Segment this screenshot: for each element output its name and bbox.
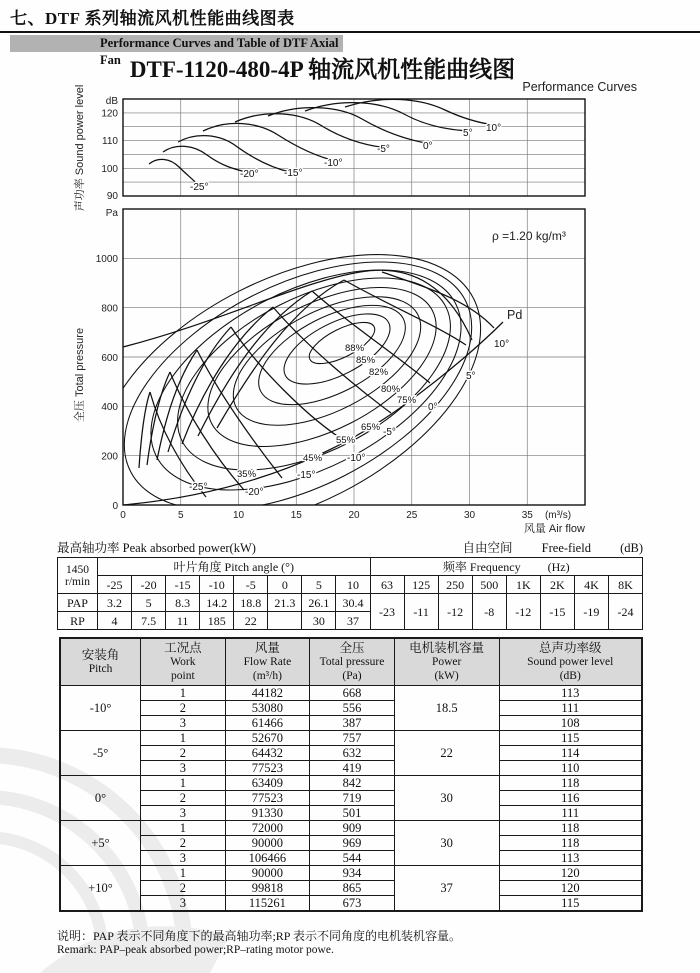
rp-value-cell: 7.5 [132, 612, 166, 630]
pressure-cell: 865 [310, 881, 395, 896]
header-text: (kW) [434, 669, 459, 682]
pressure-cell: 842 [310, 776, 395, 791]
sound-level-cell: 118 [499, 776, 642, 791]
table-row [58, 558, 643, 576]
work-point-cell: 3 [141, 716, 226, 731]
efficiency-label: 65% [361, 422, 381, 433]
efficiency-label: 75% [397, 395, 417, 406]
sound-level-cell: 120 [499, 866, 642, 881]
pressure-cell: 544 [310, 851, 395, 866]
pressure-cell: 501 [310, 806, 395, 821]
header-text: 总声功率级 [538, 641, 602, 655]
page-title: DTF-1120-480-4P 轴流风机性能曲线图 [129, 57, 516, 82]
pressure-cell: 387 [310, 716, 395, 731]
efficiency-label: 80% [381, 384, 401, 395]
pitch-label: -5° [383, 427, 396, 438]
header-text: Total pressure [319, 656, 385, 668]
flow-rate-cell: 64432 [225, 746, 310, 761]
pitch-angle-cell: -15 [166, 576, 200, 594]
frequency-header-unit: (Hz) [547, 559, 570, 574]
table-row [60, 821, 642, 836]
free-field-value-cell: -11 [404, 594, 438, 630]
pap-value-cell: 14.2 [200, 594, 234, 612]
x-tick: 30 [463, 510, 476, 521]
power-cell: 30 [394, 776, 499, 821]
free-field-value-cell: -23 [370, 594, 404, 630]
rp-value-cell: 185 [200, 612, 234, 630]
rp-value-cell [268, 612, 302, 630]
frequency-cell: 2K [540, 576, 574, 594]
rp-row-label: RP [58, 612, 98, 630]
total-pressure-chart [55, 198, 585, 560]
x-tick: 5 [177, 510, 184, 521]
x-tick: 20 [348, 510, 360, 521]
table-row [60, 806, 642, 821]
work-point-cell: 2 [141, 791, 226, 806]
y-tick: 800 [101, 303, 118, 315]
frequency-cell: 4K [574, 576, 608, 594]
density-annotation: ρ =1.20 kg/m³ [492, 229, 566, 243]
pitch-label: -20° [245, 487, 264, 498]
pressure-cell: 934 [310, 866, 395, 881]
curve-label: -15° [284, 168, 303, 179]
table-row [60, 761, 642, 776]
free-field-value-cell: -12 [506, 594, 540, 630]
pitch-angle-cell: -25 [98, 576, 132, 594]
sound-level-cell: 118 [499, 821, 642, 836]
pap-value-cell: 21.3 [268, 594, 302, 612]
header-text: 电机装机容量 [409, 641, 485, 655]
flow-rate-cell: 61466 [225, 716, 310, 731]
y-axis-label: 声功率 Sound power level [74, 84, 86, 212]
pap-row-label: PAP [58, 594, 98, 612]
power-cell: 18.5 [394, 686, 499, 731]
power-cell: 22 [394, 731, 499, 776]
x-tick: 0 [120, 510, 126, 521]
header-text: point [171, 669, 195, 682]
efficiency-contour-45 [85, 211, 512, 560]
curve-label: -20° [240, 169, 259, 180]
pressure-curve-minus-10 [231, 327, 348, 443]
table-row [60, 716, 642, 731]
sound-level-cell: 120 [499, 881, 642, 896]
section-subtitle: Performance Curves and Table of DTF Axial Fan [10, 35, 343, 52]
flow-rate-cell: 99818 [225, 881, 310, 896]
pd-label: Pd [507, 308, 523, 322]
table-row [60, 746, 642, 761]
pitch-cell: -10° [60, 686, 141, 731]
efficiency-label: 85% [356, 355, 376, 366]
pitch-cell: -5° [60, 731, 141, 776]
pressure-cell: 668 [310, 686, 395, 701]
curve-label: -25° [190, 182, 209, 193]
work-point-cell: 2 [141, 836, 226, 851]
work-point-cell: 2 [141, 746, 226, 761]
performance-table [59, 637, 643, 912]
pitch-angle-cell: -5 [234, 576, 268, 594]
free-field-en: Free-field [541, 541, 591, 555]
sound-level-cell: 115 [499, 731, 642, 746]
rp-value-cell: 37 [336, 612, 370, 630]
efficiency-label: 35% [237, 469, 257, 480]
rp-value-cell: 4 [98, 612, 132, 630]
table-row [60, 866, 642, 881]
rp-value-cell: 22 [234, 612, 268, 630]
flow-rate-cell: 106466 [225, 851, 310, 866]
flow-rate-cell: 63409 [225, 776, 310, 791]
rp-value-cell: 11 [166, 612, 200, 630]
sound-level-cell: 108 [499, 716, 642, 731]
y-tick: 1000 [95, 254, 118, 265]
y-tick: 400 [101, 402, 118, 413]
pitch-angle-cell: 10 [336, 576, 370, 594]
free-field-caption [437, 538, 643, 556]
pap-value-cell: 18.8 [234, 594, 268, 612]
flow-rate-cell: 90000 [225, 836, 310, 851]
section-title: 七、DTF 系列轴流风机性能曲线图表 [10, 9, 295, 28]
curve-label: 10° [486, 123, 502, 134]
flow-rate-cell: 91330 [225, 806, 310, 821]
y-tick: 120 [101, 108, 118, 120]
performance-curves-label: Performance Curves [522, 80, 637, 94]
power-column-header [394, 638, 499, 686]
y-tick: 200 [101, 451, 118, 463]
header-text: 全压 [339, 641, 365, 655]
flow-rate-cell: 77523 [225, 791, 310, 806]
rp-value-cell: 30 [302, 612, 336, 630]
table-row [60, 701, 642, 716]
sound-level-cell: 111 [499, 806, 642, 821]
pap-value-cell: 26.1 [302, 594, 336, 612]
work-point-cell: 1 [141, 776, 226, 791]
free-field-value-cell: -24 [608, 594, 642, 630]
work-point-cell: 1 [141, 866, 226, 881]
curve-label: 5° [463, 128, 473, 139]
pitch-cell: +5° [60, 821, 141, 866]
work-point-column-header [141, 638, 226, 686]
y-tick: 600 [101, 352, 118, 364]
x-tick: 35 [521, 510, 533, 521]
y-axis-label: 全压 Total pressure [74, 327, 86, 423]
pitch-angle-cell: -10 [200, 576, 234, 594]
header-text: (Pa) [342, 669, 362, 682]
sound-level-cell: 115 [499, 896, 642, 912]
table-row [60, 776, 642, 791]
table-row [60, 896, 642, 912]
header-text: Work [170, 656, 196, 668]
flow-rate-cell: 115261 [225, 896, 310, 912]
pressure-cell: 719 [310, 791, 395, 806]
table-row [60, 851, 642, 866]
sound-power-chart [72, 85, 585, 212]
flow-rate-cell: 90000 [225, 866, 310, 881]
header-text: Flow Rate [243, 656, 292, 668]
pressure-column-header [310, 638, 395, 686]
table-captions [57, 538, 643, 556]
pitch-label: 10° [494, 339, 510, 350]
x-tick: 10 [232, 510, 245, 521]
table-header-row [60, 638, 642, 686]
y-tick: 110 [102, 136, 118, 147]
header-text: Sound power level [527, 656, 614, 668]
frequency-cell: 500 [472, 576, 506, 594]
free-field-value-cell: -8 [472, 594, 506, 630]
curve-label: -5° [377, 144, 390, 155]
pitch-cell: +10° [60, 866, 141, 912]
pressure-cell: 969 [310, 836, 395, 851]
frequency-header [370, 558, 643, 576]
flow-rate-cell: 77523 [225, 761, 310, 776]
flow-rate-cell: 53080 [225, 701, 310, 716]
header-text: 工况点 [164, 641, 202, 655]
header-text: 安装角 [81, 647, 120, 662]
sound-level-cell: 110 [499, 761, 642, 776]
frequency-cell: 125 [404, 576, 438, 594]
pitch-angle-cell: 0 [268, 576, 302, 594]
header-text: Pitch [88, 662, 113, 675]
pressure-cell: 673 [310, 896, 395, 912]
pitch-label: -10° [347, 453, 366, 464]
table-row [58, 576, 643, 594]
flow-rate-cell: 44182 [225, 686, 310, 701]
power-cell: 30 [394, 821, 499, 866]
flow-rate-cell: 52670 [225, 731, 310, 746]
sound-level-cell: 118 [499, 836, 642, 851]
work-point-cell: 3 [141, 851, 226, 866]
pitch-angle-cell: 5 [302, 576, 336, 594]
pitch-label: -25° [189, 482, 208, 493]
sound-curve-minus-10 [203, 123, 336, 161]
work-point-cell: 1 [141, 821, 226, 836]
sound-level-cell: 114 [499, 746, 642, 761]
power-cell: 37 [394, 866, 499, 912]
table-row [60, 731, 642, 746]
work-point-cell: 3 [141, 761, 226, 776]
pitch-angle-header: 叶片角度 Pitch angle (°) [98, 558, 371, 576]
free-field-value-cell: -19 [574, 594, 608, 630]
pap-value-cell: 8.3 [166, 594, 200, 612]
pap-value-cell: 3.2 [98, 594, 132, 612]
pitch-cell: 0° [60, 776, 141, 821]
sound-level-cell: 116 [499, 791, 642, 806]
frequency-cell: 63 [370, 576, 404, 594]
pitch-curve-left-branch [157, 350, 197, 460]
speed-value: 1450 [66, 563, 89, 576]
sound-level-cell: 113 [499, 851, 642, 866]
work-point-cell: 1 [141, 731, 226, 746]
curve-label: -10° [324, 158, 343, 169]
sound-curve-minus-15 [178, 136, 290, 172]
pitch-column-header [60, 638, 141, 686]
x-axis-label: 风量 Air flow [523, 523, 585, 535]
pap-value-cell: 30.4 [336, 594, 370, 612]
sound-curve-minus-5 [235, 114, 388, 148]
frequency-cell: 1K [506, 576, 540, 594]
work-point-cell: 1 [141, 686, 226, 701]
peak-power-caption: 最高轴功率 Peak absorbed power(kW) [57, 541, 256, 555]
pressure-cell: 419 [310, 761, 395, 776]
x-axis-unit: (m³/s) [544, 510, 572, 521]
sound-level-cell: 111 [499, 701, 642, 716]
y-axis-unit: dB [105, 96, 118, 107]
frequency-header-text: 频率 Frequency [442, 559, 521, 574]
pressure-cell: 556 [310, 701, 395, 716]
free-field-unit: (dB) [620, 541, 643, 555]
header-text: (m³/h) [252, 669, 282, 682]
speed-cell [58, 558, 98, 594]
pitch-label: 0° [428, 402, 438, 413]
peak-power-table [57, 557, 643, 630]
y-tick: 0 [112, 500, 118, 512]
sound-column-header [499, 638, 642, 686]
pitch-label: 5° [466, 371, 476, 382]
flow-column-header [225, 638, 310, 686]
table-row [60, 836, 642, 851]
frequency-cell: 250 [438, 576, 472, 594]
curve-label: 0° [423, 141, 433, 152]
pressure-cell: 632 [310, 746, 395, 761]
work-point-cell: 2 [141, 881, 226, 896]
header-text: 风量 [254, 641, 280, 655]
free-field-value-cell: -12 [438, 594, 472, 630]
header-text: Power [431, 656, 462, 668]
work-point-cell: 3 [141, 896, 226, 912]
efficiency-label: 88% [345, 343, 365, 354]
pap-value-cell: 5 [132, 594, 166, 612]
y-axis-unit: Pa [105, 208, 118, 219]
efficiency-label: 55% [336, 435, 356, 446]
table-row [60, 881, 642, 896]
pitch-angle-cell: -20 [132, 576, 166, 594]
pitch-label: -15° [297, 470, 316, 481]
table-row [58, 594, 643, 612]
remark-en: Remark: PAP–peak absorbed power;RP–rating motor powe. [57, 944, 334, 956]
remark-cn: 说明：PAP 表示不同角度下的最高轴功率;RP 表示不同角度的电机装机容量。 [57, 929, 462, 943]
pitch-curve-left-branch [198, 291, 312, 436]
work-point-cell: 3 [141, 806, 226, 821]
speed-unit: r/min [65, 575, 90, 588]
work-point-cell: 2 [141, 701, 226, 716]
efficiency-label: 45% [303, 453, 323, 464]
table-row [60, 791, 642, 806]
free-field-cn: 自由空间 [462, 541, 513, 555]
x-tick: 25 [406, 510, 418, 521]
y-tick: 90 [106, 191, 118, 202]
pressure-cell: 757 [310, 731, 395, 746]
sound-level-cell: 113 [499, 686, 642, 701]
header-text: (dB) [559, 669, 581, 682]
table-row [60, 686, 642, 701]
frequency-cell: 8K [608, 576, 642, 594]
x-tick: 15 [290, 510, 302, 521]
pressure-cell: 909 [310, 821, 395, 836]
efficiency-label: 82% [369, 367, 389, 378]
free-field-value-cell: -15 [540, 594, 574, 630]
y-tick: 100 [101, 164, 118, 175]
flow-rate-cell: 72000 [225, 821, 310, 836]
